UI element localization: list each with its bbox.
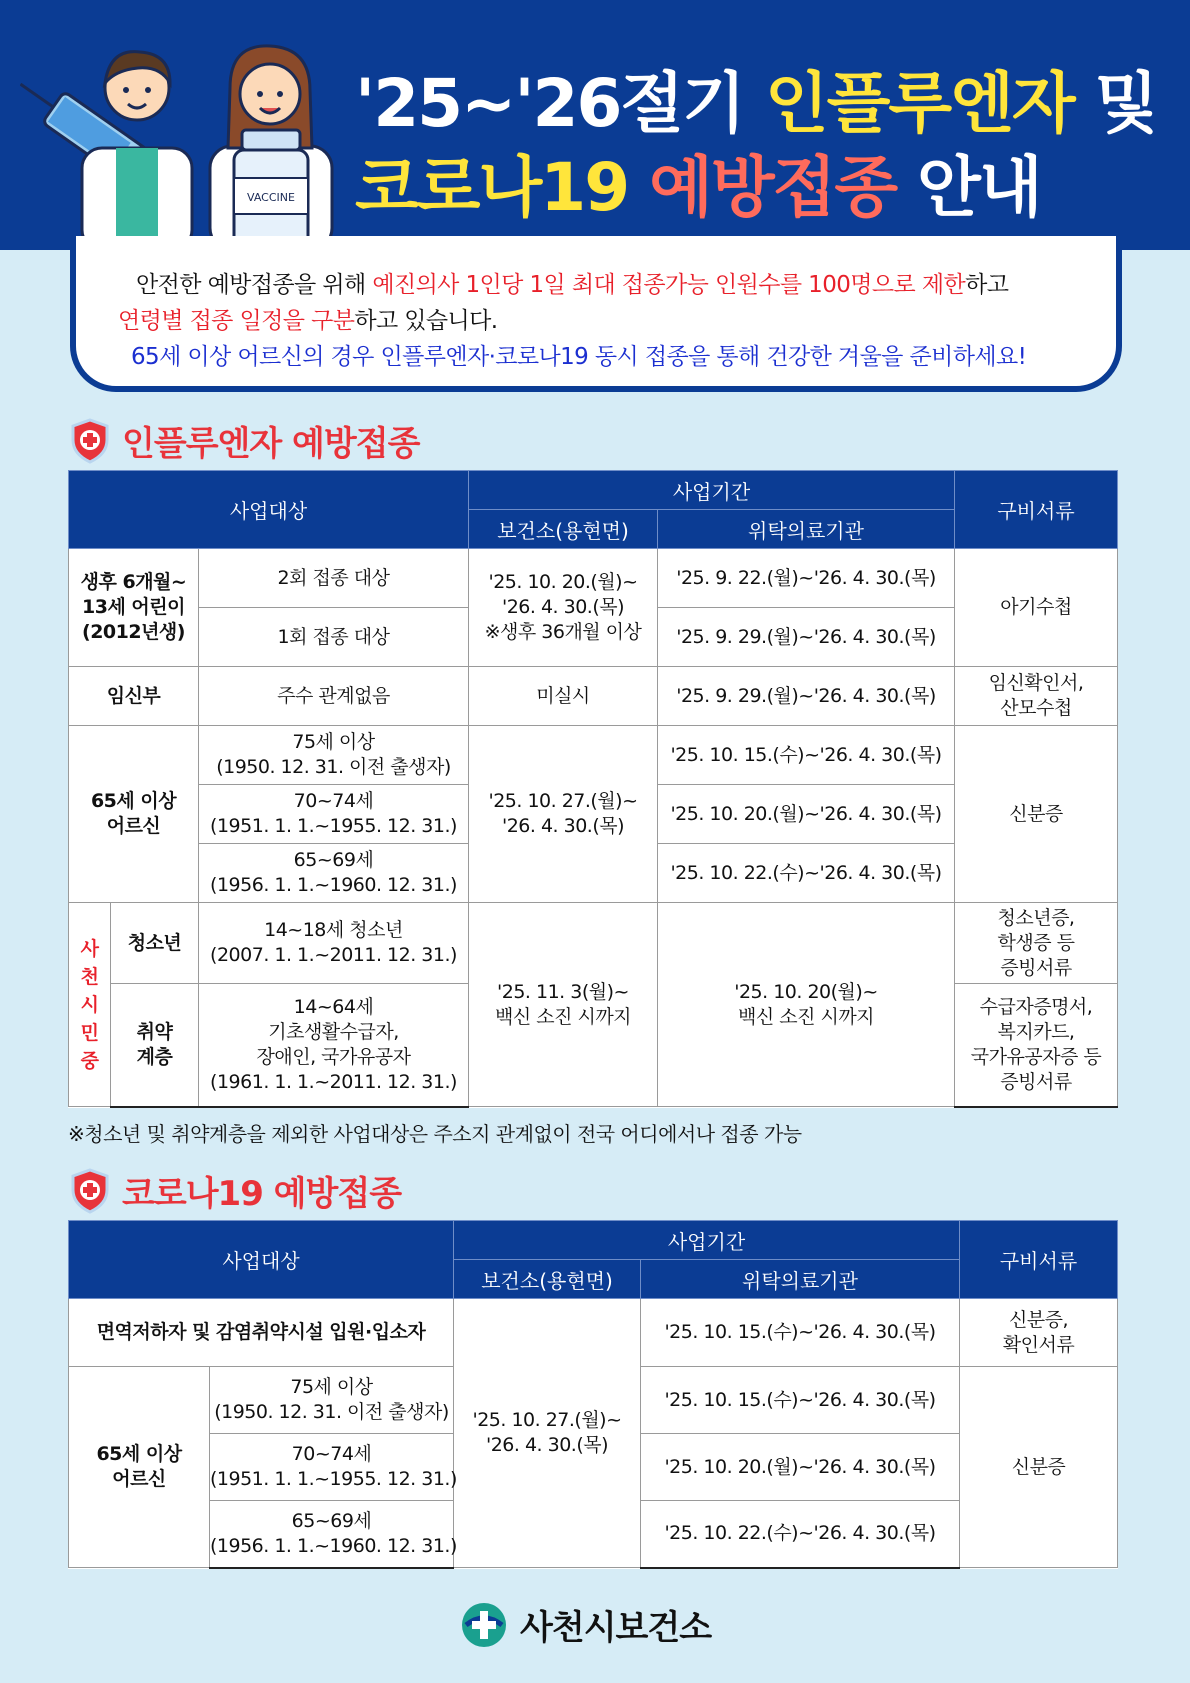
title-part: '25~'26절기 <box>355 65 765 142</box>
clinic-cell <box>658 903 955 1107</box>
clinic-cell: '25. 10. 20.(월)~'26. 4. 30.(목) <box>658 785 955 844</box>
cell-line: 확인서류 <box>1002 1333 1075 1356</box>
documents-cell <box>955 667 1118 726</box>
cell-line: 증빙서류 <box>1000 1070 1072 1093</box>
documents-cell: 신분증 <box>955 726 1118 903</box>
cell-line: '26. 4. 30.(목) <box>501 815 625 837</box>
header-health-center: 보건소(용현면) <box>469 510 658 549</box>
header-period: 사업기간 <box>454 1221 960 1260</box>
cell-line: 산모수첩 <box>1000 697 1072 719</box>
cell-line: (1961. 1. 1.~2011. 12. 31.) <box>210 1070 457 1093</box>
target-cell <box>199 726 469 785</box>
health-center-cell: 미실시 <box>469 667 658 726</box>
target-cell <box>210 1434 457 1501</box>
target-cell <box>199 903 469 984</box>
cell-line: '25. 10. 20.(월)~ <box>488 571 638 593</box>
cell-line: 시 <box>80 993 99 1016</box>
group-children <box>69 549 199 667</box>
group-elderly <box>69 726 199 903</box>
clinic-cell: '25. 9. 29.(월)~'26. 4. 30.(목) <box>658 608 955 667</box>
group-vulnerable <box>111 984 199 1107</box>
header-documents: 구비서류 <box>960 1221 1118 1299</box>
intro-notice-box <box>70 236 1122 392</box>
health-center-logo-icon <box>460 1601 508 1649</box>
title-part: 안내 <box>896 149 1041 226</box>
page-title <box>355 62 1156 230</box>
flu-schedule-table <box>68 470 1118 1108</box>
cell-line: (2007. 1. 1.~2011. 12. 31.) <box>210 944 457 966</box>
header-clinic: 위탁의료기관 <box>641 1260 960 1299</box>
target-cell: 2회 접종 대상 <box>199 549 469 608</box>
target-cell <box>199 984 469 1107</box>
clinic-cell: '25. 9. 22.(월)~'26. 4. 30.(목) <box>658 549 955 608</box>
clinic-cell: '25. 10. 22.(수)~'26. 4. 30.(목) <box>641 1501 960 1568</box>
cell-line: (1956. 1. 1.~1960. 12. 31.) <box>210 1534 457 1557</box>
intro-highlight: 연령별 접종 일정을 구분 <box>118 308 355 334</box>
flu-section-title: 인플루엔자 예방접종 <box>122 424 420 464</box>
target-cell <box>199 844 469 903</box>
documents-cell <box>955 984 1118 1107</box>
intro-text: 하고 <box>965 272 1009 298</box>
intro-highlight: 예진의사 1인당 1일 최대 접종가능 인원수를 100명으로 제한 <box>372 272 966 298</box>
cell-line: 수급자증명서, <box>979 995 1093 1018</box>
title-highlight-vaccination: 예방접종 <box>649 149 897 226</box>
medical-shield-icon <box>70 418 110 464</box>
clinic-cell: '25. 10. 20.(월)~'26. 4. 30.(목) <box>641 1434 960 1501</box>
target-cell <box>210 1501 457 1568</box>
target-cell: 1회 접종 대상 <box>199 608 469 667</box>
medical-shield-icon <box>70 1168 110 1214</box>
cell-line: '26. 4. 30.(목) <box>485 1434 609 1456</box>
cell-line: 민 <box>80 1021 99 1044</box>
cell-line: 65세 이상 <box>90 790 177 812</box>
health-center-cell <box>469 903 658 1107</box>
flu-footnote: ※청소년 및 취약계층을 제외한 사업대상은 주소지 관계없이 전국 어디에서나 접종 가능 <box>68 1122 802 1146</box>
header-clinic: 위탁의료기관 <box>658 510 955 549</box>
cell-line: 어르신 <box>106 815 161 837</box>
group-elderly <box>69 1367 210 1568</box>
cell-line: '25. 11. 3(월)~ <box>497 980 629 1003</box>
documents-cell: 신분증 <box>960 1367 1118 1568</box>
target-cell <box>210 1367 454 1434</box>
cell-line: (1951. 1. 1.~1955. 12. 31.) <box>210 815 457 837</box>
cell-line: ※생후 36개월 이상 <box>484 621 642 643</box>
cell-line: 65~69세 <box>291 1509 372 1532</box>
cell-line: (1956. 1. 1.~1960. 12. 31.) <box>210 874 457 896</box>
cell-line: 어르신 <box>112 1468 166 1490</box>
header-health-center: 보건소(용현면) <box>454 1260 641 1299</box>
group-immunocompromised: 면역저하자 및 감염취약시설 입원·입소자 <box>69 1299 454 1367</box>
intro-text: 안전한 예방접종을 위해 <box>136 272 373 298</box>
cell-line: 사 <box>80 937 99 960</box>
cell-line: 임신확인서, <box>988 672 1084 694</box>
intro-line-2 <box>118 302 497 335</box>
health-center-cell <box>469 549 658 667</box>
cell-line: '25. 10. 20(월)~ <box>734 980 878 1003</box>
cell-line: 신분증, <box>1008 1308 1069 1331</box>
health-center-cell <box>454 1299 641 1568</box>
cell-line: 복지카드, <box>997 1020 1075 1043</box>
covid-schedule-table <box>68 1220 1118 1569</box>
group-pregnant: 임신부 <box>69 667 199 726</box>
title-highlight-flu: 인플루엔자 <box>764 65 1074 142</box>
flu-section-header <box>70 416 419 465</box>
group-sacheon-citizens <box>69 903 111 1107</box>
cell-line: (1950. 12. 31. 이전 출생자) <box>214 1401 449 1423</box>
header-target: 사업대상 <box>69 471 469 549</box>
title-highlight-covid: 코로나19 <box>355 149 650 226</box>
cell-line: 75세 이상 <box>292 731 375 753</box>
vaccine-label: VACCINE <box>247 191 295 204</box>
footer-organization <box>460 1600 711 1649</box>
clinic-cell: '25. 10. 22.(수)~'26. 4. 30.(목) <box>658 844 955 903</box>
cell-line: 중 <box>80 1049 99 1072</box>
header-period: 사업기간 <box>469 471 955 510</box>
covid-section-header <box>70 1166 401 1215</box>
cell-line: (2012년생) <box>82 621 185 643</box>
documents-cell <box>955 903 1118 984</box>
clinic-cell: '25. 10. 15.(수)~'26. 4. 30.(목) <box>641 1299 960 1367</box>
cell-line: 장애인, 국가유공자 <box>256 1045 411 1068</box>
header-banner <box>0 0 1190 250</box>
cell-line: (1950. 12. 31. 이전 출생자) <box>216 756 451 778</box>
cell-line: 65~69세 <box>293 849 374 871</box>
cell-line: '25. 10. 27.(월)~ <box>488 790 638 812</box>
clinic-cell: '25. 10. 15.(수)~'26. 4. 30.(목) <box>658 726 955 785</box>
cell-line: 14~64세 <box>293 995 374 1018</box>
title-part: 및 <box>1073 65 1157 142</box>
doctors-illustration-icon <box>20 28 340 250</box>
intro-text: 하고 있습니다. <box>354 308 498 334</box>
cell-line: 생후 6개월~ <box>80 571 187 593</box>
cell-line: 백신 소진 시까지 <box>494 1005 632 1028</box>
clinic-cell: '25. 10. 15.(수)~'26. 4. 30.(목) <box>641 1367 960 1434</box>
cell-line: 기초생활수급자, <box>268 1020 399 1043</box>
target-cell <box>199 785 469 844</box>
group-youth: 청소년 <box>111 903 199 984</box>
cell-line: 청소년증, <box>997 906 1075 929</box>
target-cell: 주수 관계없음 <box>199 667 469 726</box>
intro-line-1 <box>136 266 1008 299</box>
cell-line: 증빙서류 <box>1000 956 1072 979</box>
intro-line-3: 65세 이상 어르신의 경우 인플루엔자·코로나19 동시 접종을 통해 건강한 겨울을 준비하세요! <box>131 344 1027 370</box>
cell-line: 계층 <box>136 1045 173 1068</box>
cell-line: 천 <box>80 965 99 988</box>
covid-section-title: 코로나19 예방접종 <box>122 1174 402 1214</box>
cell-line: 14~18세 청소년 <box>264 919 403 941</box>
organization-name: 사천시보건소 <box>520 1608 712 1648</box>
documents-cell: 아기수첩 <box>955 549 1118 667</box>
clinic-cell: '25. 9. 29.(월)~'26. 4. 30.(목) <box>658 667 955 726</box>
cell-line: '25. 10. 27.(월)~ <box>472 1409 622 1431</box>
cell-line: 백신 소진 시까지 <box>737 1005 875 1028</box>
cell-line: (1951. 1. 1.~1955. 12. 31.) <box>210 1468 457 1490</box>
cell-line: 학생증 등 <box>997 931 1075 954</box>
cell-line: 13세 어린이 <box>82 596 185 618</box>
header-documents: 구비서류 <box>955 471 1118 549</box>
cell-line: 취약 <box>136 1020 173 1043</box>
cell-line: 75세 이상 <box>290 1376 373 1398</box>
cell-line: 국가유공자증 등 <box>970 1045 1102 1068</box>
cell-line: '26. 4. 30.(목) <box>501 596 625 618</box>
cell-line: 70~74세 <box>291 1443 372 1465</box>
documents-cell <box>960 1299 1118 1367</box>
cell-line: 70~74세 <box>293 790 374 812</box>
health-center-cell <box>469 726 658 903</box>
cell-line: 65세 이상 <box>96 1443 182 1465</box>
header-target: 사업대상 <box>69 1221 454 1299</box>
